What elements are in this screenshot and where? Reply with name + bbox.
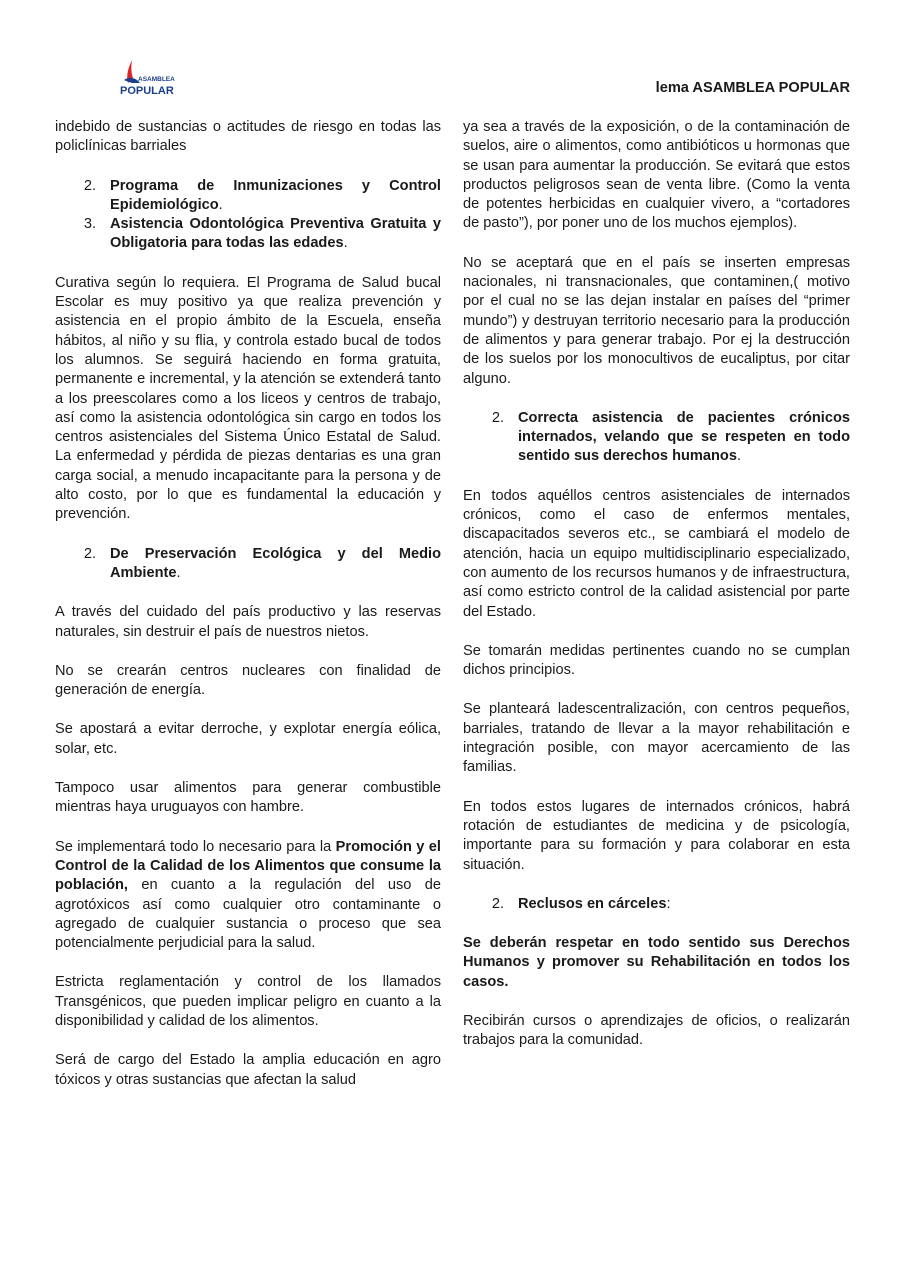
paragraph: No se crearán centros nucleares con finalidad de generación de energía. (55, 662, 441, 699)
list-punct: . (176, 564, 181, 581)
paragraph: Curativa según lo requiera. El Programa de Salud bucal Escolar es muy positivo ya que realiza prevención y asistencia en el propio ámbito de la Escuela, enseña hábitos, al niño y su flia, y controla estado bucal de todos los alumnos. Se seguirá haciendo en forma gratuita, permanente e incremental, y la atención se extenderá tanto a los preescolares como a los liceos y centros de trabajo, así como la asistencia odontológica sin cargo en todos los centros asistenciales del Sistema Único Estatal de Salud. La enfermedad y pérdida de piezas dentarias es una gran carga social, a menudo incapacitante para la persona y de alto costo, por lo que es fundamental la educación y prevención. (55, 274, 441, 523)
list-number: 2. (491, 895, 504, 912)
list-punct: . (736, 448, 742, 465)
paragraph-text: Se implementará todo lo necesario para la (55, 838, 336, 855)
paragraph-emphasis: Promoción y el Control de la Calidad de los Alimentos que consume la población, (55, 838, 441, 894)
list-heading: Programa de Inmunizaciones y Control Epidemiológico (110, 177, 441, 213)
list-number: 2. (491, 409, 504, 426)
list-number: 3. (83, 216, 96, 233)
paragraph: Se planteará ladescentralización, con centros pequeños, barriales, tratando de llevar a la mayor rehabilitación e integración posible, con mayor acercamiento de las familias. (463, 701, 850, 776)
paragraph-text: en cuanto a la regulación del uso de agrotóxicos así como cualquier otro contaminante o agregado de cualquier sustancia o proceso que sea potencialmente perjudicial para la salud. (55, 877, 441, 952)
list-number: 2. (83, 177, 96, 194)
list-number: 2. (83, 545, 96, 562)
paragraph: Tampoco usar alimentos para generar combustible mientras haya uruguayos con hambre. (55, 780, 441, 816)
list-item (55, 545, 441, 584)
paragraph: En todos estos lugares de internados crónicos, habrá rotación de estudiantes de medicina y de psicología, importante para su formación y para colaborar en esta situación. (463, 798, 850, 873)
paragraph: ya sea a través de la exposición, o de la contaminación de suelos, aire o alimentos, como antibióticos u hormonas que se usan para aumentar la producción. Se evitará que estos productos peligrosos sean de venta libre. (Como la venta de potentes herbicidas en cualquier vivero, a “cortadores de pasto”), por poner uno de los muchos ejemplos). (463, 119, 850, 232)
paragraph: indebido de sustancias o actitudes de riesgo en todas las policlínicas barriales (55, 119, 441, 155)
paragraph: En todos aquéllos centros asistenciales de internados crónicos, como el caso de enfermos mentales, discapacitados severos etc., se cambiará el modelo de atención, hacia un equipo multidisciplinario especializado, con aumento de los recursos humanos y de infraestructura, así como estricto control de la calidad asistencial por parte del Estado. (463, 487, 850, 620)
list-punct: : (666, 895, 671, 912)
paragraph: A través del cuidado del país productivo y las reservas naturales, sin destruir el país de nuestros nietos. (55, 604, 441, 640)
logo-line2: POPULAR (120, 85, 174, 97)
list-punct: . (343, 235, 348, 252)
list-item (55, 215, 441, 254)
paragraph: No se aceptará que en el país se inserten empresas nacionales, ni transnacionales, que contaminen,( motivo por el cual no se las dejan instalar en países del “primer mundo”) y destruyan territorio necesario para la producción de alimentos y para generar trabajo. Por ej la destrucción de los suelos por los monocultivos de eucaliptus, por citar alguno. (463, 254, 850, 387)
list-heading: Reclusos en cárceles (518, 895, 667, 912)
list-punct: . (218, 196, 223, 213)
right-column (463, 118, 850, 1051)
paragraph (55, 838, 441, 954)
paragraph: Será de cargo del Estado la amplia educación en agro tóxicos y otras sustancias que afectan la salud (55, 1052, 441, 1088)
left-column (55, 118, 441, 1090)
header-title: lema ASAMBLEA POPULAR (655, 80, 850, 96)
list-heading: Correcta asistencia de pacientes crónicos internados, velando que se respeten en todo sentido sus derechos humanos (518, 409, 850, 465)
list-item (463, 895, 850, 914)
paragraph: Se apostará a evitar derroche, y explotar energía eólica, solar, etc. (55, 721, 441, 757)
paragraph: Estricta reglamentación y control de los llamados Transgénicos, que pueden implicar peligro en cuanto a la disponibilidad y calidad de los alimentos. (55, 974, 441, 1029)
list-heading: Asistencia Odontológica Preventiva Gratuita y Obligatoria para todas las edades (110, 216, 441, 252)
list-heading: De Preservación Ecológica y del Medio Ambiente (110, 545, 441, 581)
paragraph: Se tomarán medidas pertinentes cuando no se cumplan dichos principios. (463, 642, 850, 679)
list-item (55, 177, 441, 216)
paragraph: Recibirán cursos o aprendizajes de oficios, o realizarán trabajos para la comunidad. (463, 1012, 850, 1049)
asamblea-popular-logo (118, 56, 178, 98)
list-item (463, 409, 850, 467)
logo-line1: ASAMBLEA (138, 76, 175, 83)
paragraph-emphasis: Se deberán respetar en todo sentido sus Derechos Humanos y promover su Rehabilitación en todos los casos. (463, 935, 850, 990)
